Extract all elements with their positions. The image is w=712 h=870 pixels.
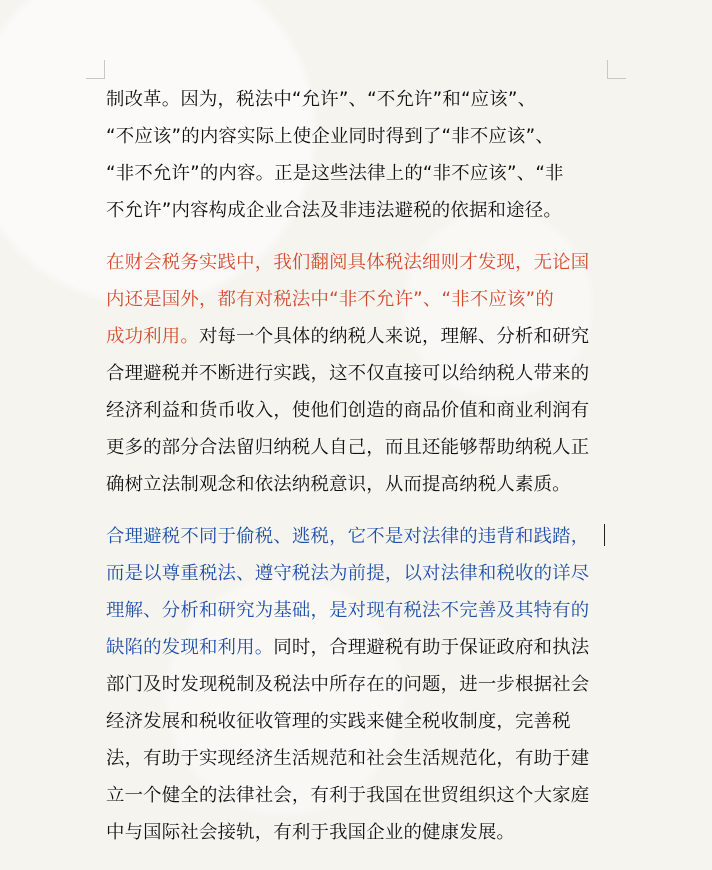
paragraph-2-line-5 — [106, 392, 606, 429]
highlighted-text-run: 而是以尊重税法、遵守税法为前提，以对法律和税收的详尽 — [106, 563, 590, 584]
paragraph-2-line-3 — [106, 318, 606, 355]
page-corner-mark-left — [86, 60, 105, 79]
paragraph-3-line-1 — [106, 518, 606, 555]
text-run: 合理避税并不断进行实践，这不仅直接可以给纳税人带来的 — [106, 363, 590, 384]
paragraph-3-line-6 — [106, 703, 606, 740]
text-run: 经济利益和货币收入，使他们创造的商品价值和商业利润有 — [106, 400, 590, 421]
highlighted-text-run: 成功利用。 — [106, 326, 199, 347]
paragraph-2-line-4 — [106, 355, 606, 392]
paragraph-3-line-7 — [106, 740, 606, 777]
text-run: 制改革。因为，税法中“允许”、“不允许”和“应该”、 — [106, 89, 537, 110]
highlighted-text-run: 缺陷的发现和利用。 — [106, 637, 274, 658]
paragraph-1 — [106, 81, 606, 229]
paragraph-3-line-5 — [106, 666, 606, 703]
paragraph-3-line-2 — [106, 555, 606, 592]
paragraph-1-line-1 — [106, 81, 606, 118]
text-run: 对每一个具体的纳税人来说，理解、分析和研究 — [198, 326, 590, 347]
paragraph-2-line-1 — [106, 244, 606, 281]
highlighted-text-run: 在财会税务实践中，我们翻阅具体税法细则才发现，无论国 — [106, 252, 590, 273]
paragraph-3 — [106, 518, 606, 851]
paragraph-2-line-2 — [106, 281, 606, 318]
text-run: 不允许”内容构成企业合法及非违法避税的依据和途径。 — [106, 200, 562, 221]
paragraph-3-line-8 — [106, 777, 606, 814]
paragraph-gap — [106, 503, 606, 518]
paragraph-3-line-9 — [106, 814, 606, 851]
highlighted-text-run: 内还是国外，都有对税法中“非不允许”、“非不应该”的 — [106, 289, 554, 310]
document-body[interactable] — [106, 81, 606, 851]
paragraph-gap — [106, 229, 606, 244]
text-run: 中与国际社会接轨，有利于我国企业的健康发展。 — [106, 822, 515, 843]
paragraph-2 — [106, 244, 606, 503]
paragraph-1-line-4 — [106, 192, 606, 229]
text-run: 同时，合理避税有助于保证政府和执法 — [273, 637, 590, 658]
paragraph-3-line-3 — [106, 592, 606, 629]
text-run: 经济发展和税收征收管理的实践来健全税收制度，完善税 — [106, 711, 571, 732]
page-corner-mark-right — [607, 60, 626, 79]
paragraph-1-line-2 — [106, 118, 606, 155]
text-run: 部门及时发现税制及税法中所存在的问题，进一步根据社会 — [106, 674, 590, 695]
text-run: 更多的部分合法留归纳税人自己，而且还能够帮助纳税人正 — [106, 437, 590, 458]
text-run: 法，有助于实现经济生活规范和社会生活规范化，有助于建 — [106, 748, 590, 769]
paragraph-1-line-3 — [106, 155, 606, 192]
highlighted-text-run: 合理避税不同于偷税、逃税，它不是对法律的违背和践踏， — [106, 526, 590, 547]
text-cursor — [604, 524, 605, 546]
highlighted-text-run: 理解、分析和研究为基础，是对现有税法不完善及其特有的 — [106, 600, 590, 621]
text-run: 立一个健全的法律社会，有利于我国在世贸组织这个大家庭 — [106, 785, 590, 806]
paragraph-2-line-6 — [106, 429, 606, 466]
text-run: “不应该”的内容实际上使企业同时得到了“非不应该”、 — [106, 126, 554, 147]
text-run: 确树立法制观念和依法纳税意识，从而提高纳税人素质。 — [106, 474, 571, 495]
text-run: “非不允许”的内容。正是这些法律上的“非不应该”、“非 — [106, 163, 564, 184]
paragraph-2-line-7 — [106, 466, 606, 503]
paragraph-3-line-4 — [106, 629, 606, 666]
